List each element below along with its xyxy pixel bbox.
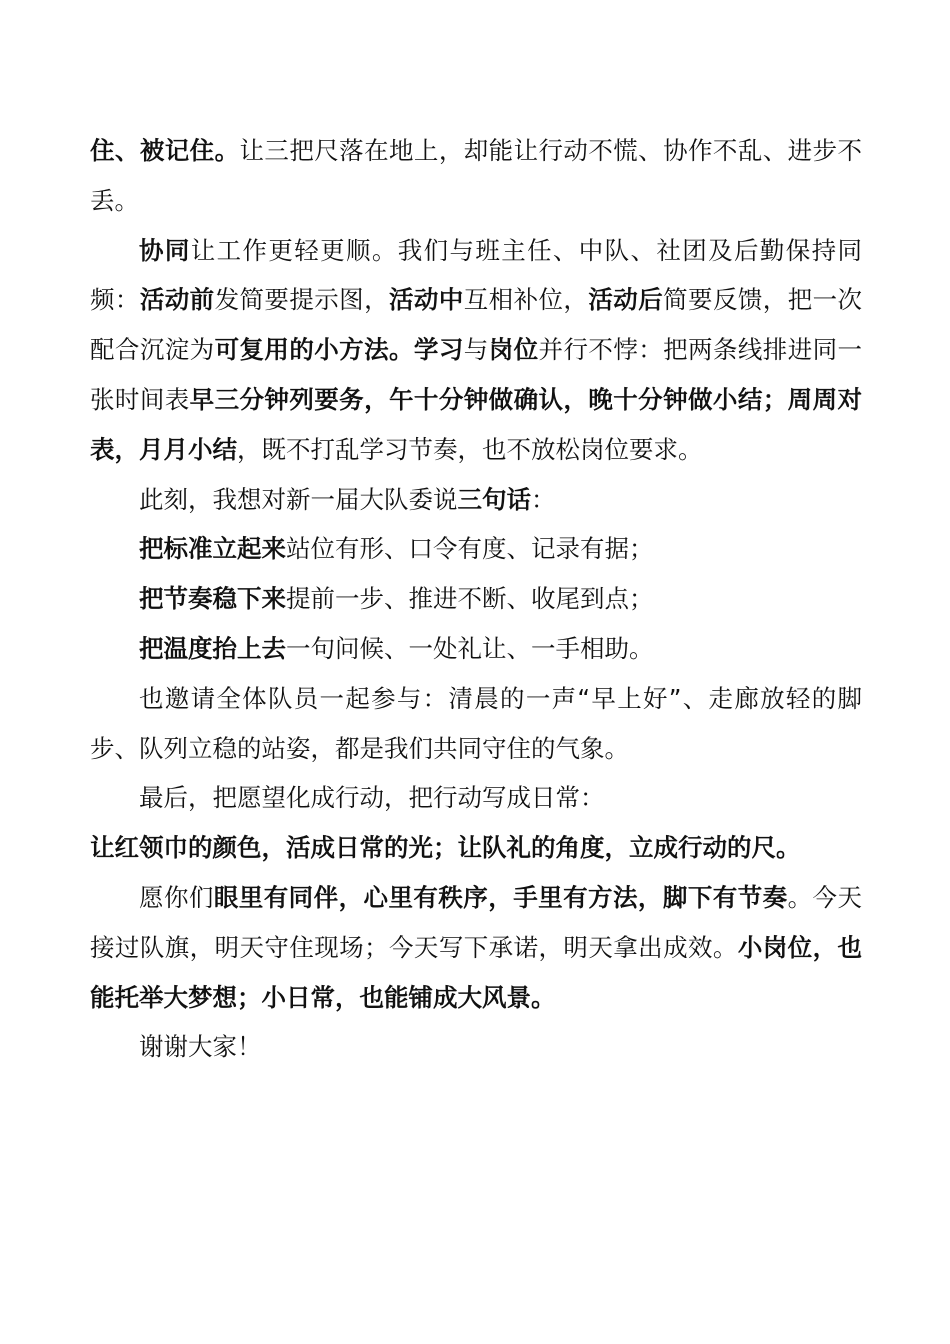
paragraph-1: [90, 126, 862, 226]
text-run: 最后，把愿望化成行动，把行动写成日常：: [139, 783, 605, 813]
text-run: ：: [531, 484, 556, 514]
text-run: 并行不悖：把两条线排进同一张时间表: [90, 335, 863, 414]
text-run: 互相补位，: [463, 285, 589, 315]
paragraph-9: [90, 823, 862, 873]
bold-run: 把节奏稳下来: [139, 584, 286, 614]
text-run: 让三把尺落在地上，却能让行动不慌、协作不乱、进步不丢。: [90, 136, 862, 215]
bold-run: 让红领巾的颜色，活成日常的光；让队礼的角度，立成行动的尺。: [90, 833, 801, 863]
text-run: 也邀请全体队员一起参与：清晨的一声“早上好”、走廊放轻的脚步、队列立稳的站姿，都是我们共同守住的气象。: [90, 683, 862, 763]
paragraph-10: [90, 873, 862, 1022]
text-run: 一句问候、一处礼让、一手相助。: [286, 633, 654, 663]
bold-run: 住、被记住。: [90, 136, 240, 165]
paragraph-6: [90, 624, 862, 674]
paragraph-8: [90, 773, 862, 823]
bold-run: 协同: [139, 235, 191, 265]
text-run: 让工作更轻更顺。我们与班主任、中队、社团及后勤保持同频：: [90, 235, 863, 315]
bold-run: 三句话: [457, 484, 531, 514]
text-run: ，既不打乱学习节奏，也不放松岗位要求。: [237, 434, 703, 464]
text-run: 此刻，我想对新一届大队委说: [139, 484, 458, 514]
text-run: 发简要提示图，: [214, 285, 390, 315]
text-run: 简要反馈，把一次配合沉淀为: [90, 285, 863, 365]
text-run: 与: [463, 335, 489, 365]
bold-run: 小岗位，也能托举大梦想；小日常，也能铺成大风景。: [90, 932, 863, 1012]
paragraph-11: [90, 1022, 862, 1072]
text-run: 愿你们: [139, 882, 214, 912]
text-run: 站位有形、口令有度、记录有据；: [286, 534, 654, 564]
paragraph-3: [90, 475, 862, 525]
paragraph-7: [90, 674, 862, 774]
text-run: 谢谢大家！: [139, 1032, 262, 1062]
text-run: 提前一步、推进不断、收尾到点；: [286, 584, 654, 614]
document-body: [90, 126, 862, 1072]
bold-run: 活动中: [389, 285, 464, 315]
bold-run: 把温度抬上去: [139, 633, 286, 663]
bold-run: 活动前: [139, 285, 215, 315]
bold-run: 岗位: [488, 335, 539, 365]
text-run: 。今天接过队旗，明天守住现场；今天写下承诺，明天拿出成效。: [90, 882, 863, 962]
paragraph-2: [90, 226, 862, 475]
bold-run: 可复用的小方法。学习: [214, 335, 464, 365]
bold-run: 早三分钟列要务，午十分钟做确认，晚十分钟做小结；周周对表，月月小结: [90, 384, 863, 464]
paragraph-4: [90, 524, 862, 574]
bold-run: 活动后: [588, 285, 664, 315]
bold-run: 眼里有同伴，心里有秩序，手里有方法，脚下有节奏: [213, 882, 788, 912]
paragraph-5: [90, 574, 862, 624]
bold-run: 把标准立起来: [139, 534, 286, 564]
